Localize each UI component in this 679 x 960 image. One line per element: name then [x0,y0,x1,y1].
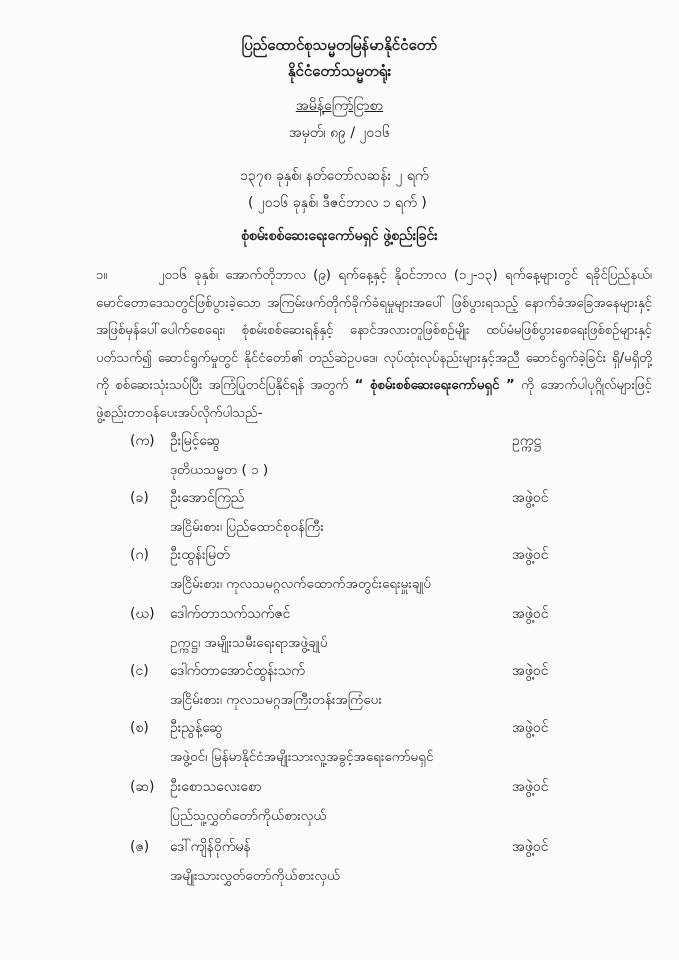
member-role: အဖွဲ့ဝင် [512,779,549,795]
member-title: အငြိမ်းစား၊ ကုလသမဂ္ဂအကြီးတန်းအကြံပေး [170,692,382,708]
header-office: နိုင်ငံတော်သမ္မတရုံး [287,62,392,80]
member-index: (ဃ) [130,606,155,622]
member-name: ဦးအောင်ကြည် [170,490,245,506]
member-item [0,837,679,897]
western-date: ( ၂၀၁၆ ခုနှစ်၊ ဒီဇင်ဘာလ ၁ ရက် ) [248,195,427,211]
member-title: ဥက္ကဋ္ဌ၊ အမျိုးသမီးရေးရာအဖွဲ့ချုပ် [170,635,328,651]
member-index: (စ) [130,720,149,736]
member-name: ဦးထွန်းမြတ် [170,547,230,563]
member-item [0,661,679,721]
member-item [0,431,679,491]
member-title: အမျိုးသားလွှတ်တော်ကိုယ်စားလှယ် [170,868,341,884]
member-title: ပြည်သူ့လွှတ်တော်ကိုယ်စားလှယ် [170,808,327,824]
header-country: ပြည်ထောင်စုသမ္မတမြန်မာနိုင်ငံတော် [241,36,438,54]
member-index: (ခ) [130,490,149,506]
member-name: ဦးမြင့်ဆွေ [170,433,221,449]
member-title: ဒုတိယသမ္မတ ( ၁ ) [170,462,269,478]
member-item [0,488,679,548]
member-name: ဦးညွန့်ဆွေ [170,720,223,736]
subject-heading: စုံစမ်းစစ်ဆေးရေးကော်မရှင် ဖွဲ့စည်းခြင်း [241,228,438,244]
document-type: အမိန့်ကြော်ငြာစာ [295,98,384,114]
member-name: ဒေါက်တာသက်သက်ဇင် [170,606,291,622]
member-name: ဒေါ်ကျိန်ဝိုက်မန် [170,839,251,855]
myanmar-date: ၁၃၇၈ ခုနှစ်၊ နတ်တော်လဆန်း ၂ ရက် [240,168,429,184]
member-index: (င) [130,663,149,679]
commission-name: “ စုံစမ်းစစ်ဆေးရေးကော်မရှင် ” [354,378,515,393]
member-index: (ဆ) [130,779,155,795]
member-role: အဖွဲ့ဝင် [512,720,549,736]
member-title: အငြိမ်းစား၊ ကုလသမဂ္ဂလက်ထောက်အတွင်းရေးမှူးချုပ် [170,576,432,592]
member-title: အဖွဲ့ဝင်၊ မြန်မာနိုင်ငံအမျိုးသားလူ့အခွင့်အရေးကော်မရှင် [170,749,434,765]
member-index: (ဇ) [130,839,150,855]
document-number: အမှတ်၊ ၈၉ / ၂၀၁၆ [288,125,391,141]
member-role: ဥက္ကဋ္ဌ [512,433,542,449]
paragraph-text-end: ကို အောက်ပါပုဂ္ဂိုလ်များဖြင့် ဖွဲ့စည်းတာဝန်ပေးအပ်လိုက်ပါသည်- [96,378,652,421]
member-item [0,777,679,837]
member-role: အဖွဲ့ဝင် [512,490,549,506]
member-name: ဦးစောသလေးစော [170,779,262,795]
member-item [0,545,679,605]
member-index: (က) [130,433,155,449]
paragraph-text: ၂၀၁၆ ခုနှစ်၊ အောက်တိုဘာလ (၉) ရက်နေ့နှင့် နိုဝင်ဘာလ (၁၂-၁၃) ရက်နေ့များတွင် ရခိုင်ပြည်နယ်၊ မောင်တောဒေသတွင်ဖြစ်ပွားခဲ့သော အကြမ်းဖက်တိုက်ခိုက်ခံရမှုများအပေါ် ဖြစ်ပွားရသည့် နောက်ခံအခြေအနေများနှင့် အဖြစ်မှန်ပေါ်ပေါက်စေရေး၊ စုံစမ်းစစ်ဆေးရန်နှင့် နောင်အလားတူဖြစ်စဉ်မျိုး ထပ်မံမဖြစ်ပွားစေရေးဖြစ်စဉ်များနှင့်ပတ်သက်၍ ဆောင်ရွက်မှုတွင် နိုင်ငံတော်၏ တည်ဆဲဥပဒေ၊ လုပ်ထုံးလုပ်နည်းများနှင့်အညီ ဆောင်ရွက်ခဲ့ခြင်း ရှိ/မရှိတို့ကို စစ်ဆေးသုံးသပ်ပြီး အကြံပြုတင်ပြနိုင်ရန် အတွက် [96,268,652,393]
member-item [0,604,679,664]
body-paragraph [96,262,652,427]
member-role: အဖွဲ့ဝင် [512,606,549,622]
paragraph-number: ၁။ [96,268,108,283]
member-role: အဖွဲ့ဝင် [512,663,549,679]
member-item [0,718,679,778]
member-role: အဖွဲ့ဝင် [512,547,549,563]
member-index: (ဂ) [130,547,149,563]
member-title: အငြိမ်းစား၊ ပြည်ထောင်စုဝန်ကြီး [170,519,324,535]
member-name: ဒေါက်တာအောင်ထွန်းသက် [170,663,305,679]
member-role: အဖွဲ့ဝင် [512,839,549,855]
